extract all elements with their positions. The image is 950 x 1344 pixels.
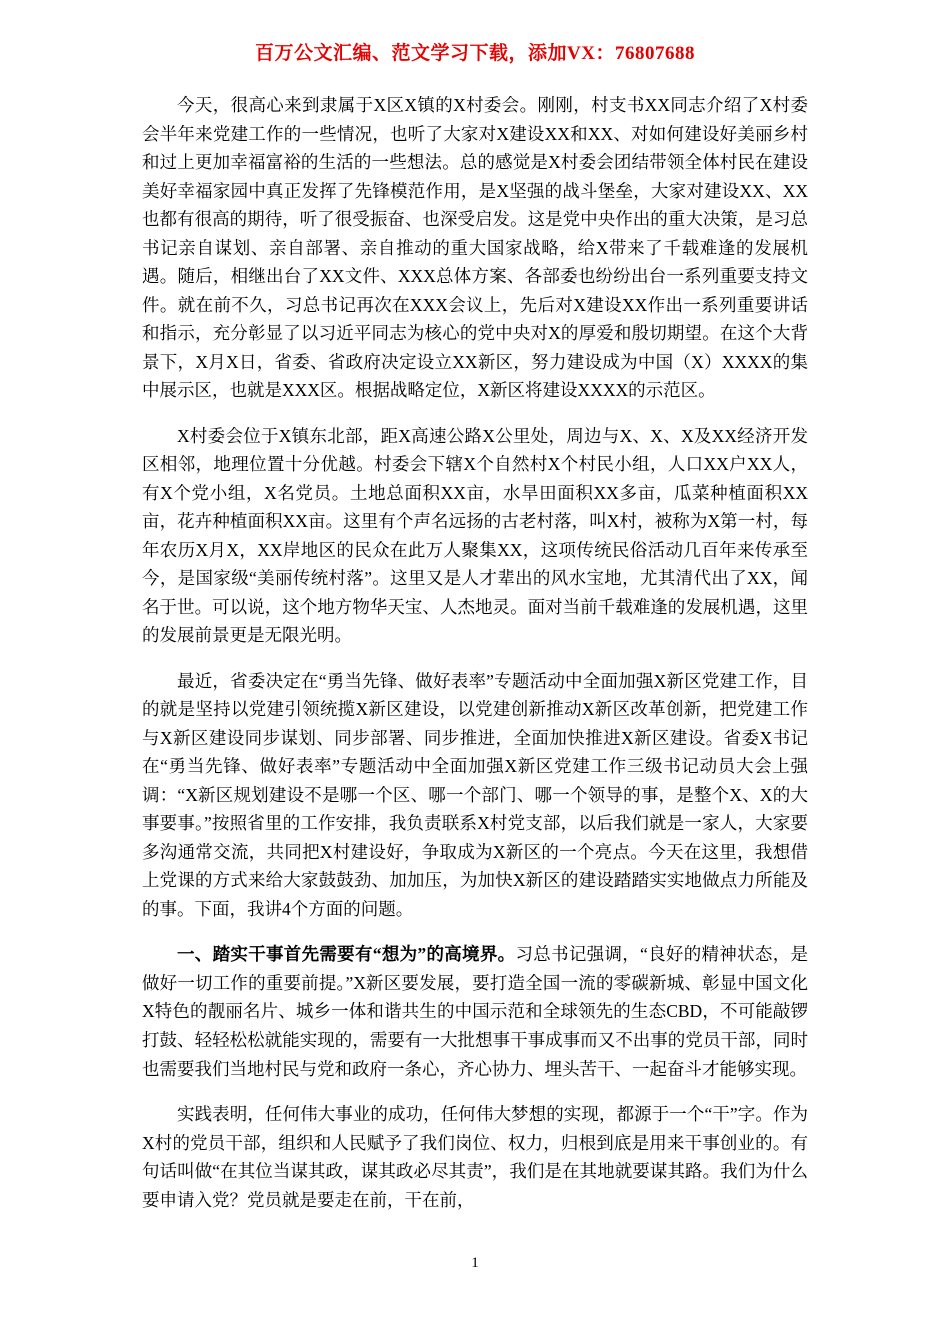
paragraph-provincial-decision xyxy=(142,667,808,924)
document-body xyxy=(142,91,808,1214)
watermark-header-notice: 百万公文汇编、范文学习下载，添加VX：76807688 xyxy=(255,43,695,64)
paragraph-village-overview xyxy=(142,422,808,650)
paragraph-text: 今天，很高心来到隶属于X区X镇的X村委会。刚刚，村支书XX同志介绍了X村委会半年来党建工作的一些情况，也听了大家对X建设XX和XX、对如何建设好美丽乡村和过上更加幸福富裕的生活的一些想法。总的感觉是X村委会团结带领全体村民在建设美好幸福家园中真正发挥了先锋模范作用，是X坚强的战斗堡垒，大家对建设XX、XX也都有很高的期待，听了很受振奋、也深受启发。这是党中央作出的重大决策，是习总书记亲自谋划、亲自部署、亲自推动的重大国家战略，给X带来了千载难逢的发展机遇。随后，相继出台了XX文件、XXX总体方案、各部委也纷纷出台一系列重要支持文件。就在前不久，习总书记再次在XXX会议上，先后对X建设XX作出一系列重要讲话和指示，充分彰显了以习近平同志为核心的党中央对X的厚爱和殷切期望。在这个大背景下，X月X日，省委、省政府决定设立XX新区，努力建设成为中国（X）XXXX的集中展示区，也就是XXX区。根据战略定位，X新区将建设XXXX的示范区。 xyxy=(142,95,808,401)
paragraph-intro xyxy=(142,91,808,405)
page-number: 1 xyxy=(471,1255,479,1271)
paragraph-text: 习总书记强调，“良好的精神状态，是做好一切工作的重要前提。”X新区要发展，要打造全国一流的零碳新城、彰显中国文化X特色的靓丽名片、城乡一体和谐共生的中国示范和全球领先的生态CBD，不可能敲锣打鼓、轻轻松松就能实现的，需要有一大批想事干事成事而又不出事的党员干部，同时也需要我们当地村民与党和政府一条心，齐心协力、埋头苦干、一起奋斗才能够实现。 xyxy=(142,944,808,1079)
paragraph-practice xyxy=(142,1100,808,1214)
paragraph-text: 最近，省委决定在“勇当先锋、做好表率”专题活动中全面加强X新区党建工作，目的就是坚持以党建引领统揽X新区建设，以党建创新推动X新区改革创新，把党建工作与X新区建设同步谋划、同步部署、同步推进，全面加快推进X新区建设。省委X书记在“勇当先锋、做好表率”专题活动中全面加强X新区党建工作三级书记动员大会上强调：“X新区规划建设不是哪一个区、哪一个部门、哪一个领导的事，是整个X、X的大事要事。”按照省里的工作安排，我负责联系X村党支部，以后我们就是一家人，大家要多沟通常交流，共同把X村建设好，争取成为X新区的一个亮点。今天在这里，我想借上党课的方式来给大家鼓鼓劲、加加压，为加快X新区的建设踏踏实实地做点力所能及的事。下面，我讲4个方面的问题。 xyxy=(142,670,808,919)
section-heading: 一、踏实干事首先需要有“想为”的高境界。 xyxy=(177,944,516,965)
paragraph-text: 实践表明，任何伟大事业的成功，任何伟大梦想的实现，都源于一个“干”字。作为X村的党员干部，组织和人民赋予了我们岗位、权力，归根到底是用来干事创业的。有句话叫做“在其位当谋其政，谋其政必尽其责”，我们是在其地就要谋其路。我们为什么要申请入党？党员就是要走在前，干在前， xyxy=(142,1104,808,1210)
paragraph-text: X村委会位于X镇东北部，距X高速公路X公里处，周边与X、X、X及XX经济开发区相邻，地理位置十分优越。村委会下辖X个自然村X个村民小组，人口XX户XX人，有X个党小组，X名党员。土地总面积XX亩，水旱田面积XX多亩，瓜菜种植面积XX亩，花卉种植面积XX亩。这里有个声名远扬的古老村落，叫X村，被称为X第一村，每年农历X月X，XX岸地区的民众在此万人聚集XX，这项传统民俗活动几百年来传承至今，是国家级“美丽传统村落”。这里又是人才辈出的风水宝地，尤其清代出了XX，闻名于世。可以说，这个地方物华天宝、人杰地灵。面对当前千载难逢的发展机遇，这里的发展前景更是无限光明。 xyxy=(142,425,808,646)
paragraph-section-one xyxy=(142,940,808,1083)
